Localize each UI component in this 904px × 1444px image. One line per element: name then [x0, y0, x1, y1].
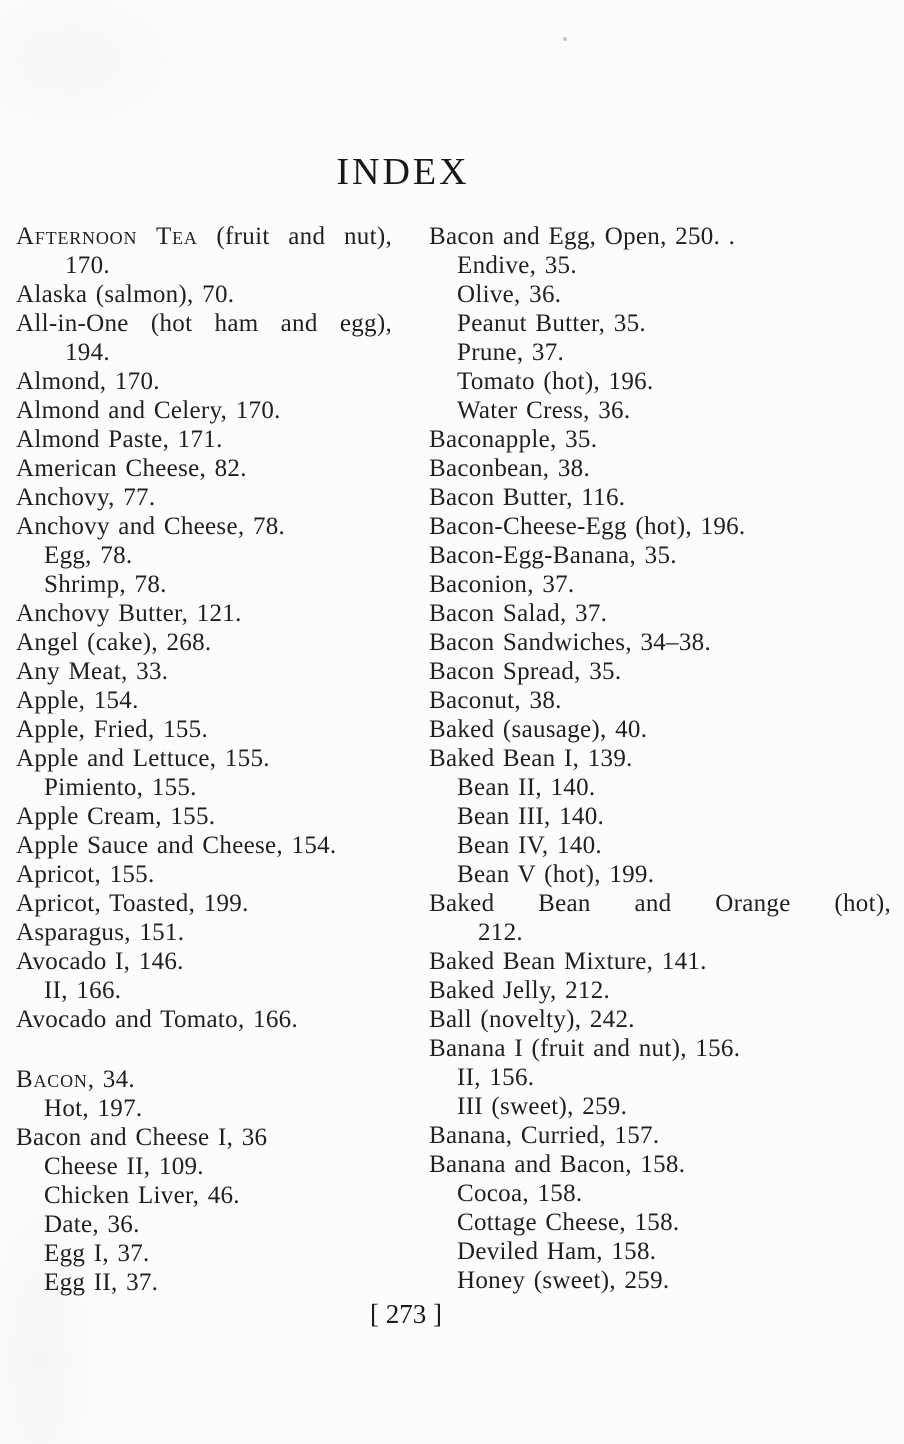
index-entry: Baked Jelly, 212.: [429, 977, 611, 1004]
index-entry: II, 166.: [44, 977, 122, 1004]
index-entry-headword: Bacon: [16, 1066, 88, 1093]
index-entry: Angel (cake), 268.: [16, 629, 212, 656]
index-entry: Alaska (salmon), 70.: [16, 281, 235, 308]
index-entry: Baked (sausage), 40.: [429, 716, 648, 743]
index-entry: Apricot, Toasted, 199.: [16, 890, 249, 917]
index-entry: Baconapple, 35.: [429, 426, 598, 453]
index-entry: Olive, 36.: [457, 281, 562, 308]
index-entry: Apricot, 155.: [16, 861, 155, 888]
index-entry: Bacon and Egg, Open, 250. .: [429, 223, 736, 250]
index-entry: 212.: [478, 919, 523, 946]
index-column-left: [16, 222, 392, 1297]
index-entry: Almond, 170.: [16, 368, 160, 395]
index-entry: Bacon-Egg-Banana, 35.: [429, 542, 677, 569]
index-entry: Bean III, 140.: [457, 803, 605, 830]
index-entry: Banana and Bacon, 158.: [429, 1151, 686, 1178]
index-entry: Any Meat, 33.: [16, 658, 169, 685]
index-entry: Bean V (hot), 199.: [457, 861, 655, 888]
index-entry: Afternoon Tea (fruit and nut),: [16, 223, 392, 250]
index-entry: III (sweet), 259.: [457, 1093, 628, 1120]
index-entry: Egg I, 37.: [44, 1240, 150, 1267]
index-entry: Baked Bean and Orange (hot),: [429, 890, 891, 917]
index-entry: Hot, 197.: [44, 1095, 143, 1122]
page-title: INDEX: [336, 151, 470, 193]
index-entry: Honey (sweet), 259.: [457, 1267, 670, 1294]
index-entry: Apple Cream, 155.: [16, 803, 216, 830]
index-entry: Baconion, 37.: [429, 571, 575, 598]
index-entry: Date, 36.: [44, 1211, 140, 1238]
index-entry: Bacon Spread, 35.: [429, 658, 622, 685]
index-entry: Banana I (fruit and nut), 156.: [429, 1035, 741, 1062]
index-entry: Egg II, 37.: [44, 1269, 159, 1296]
index-entry: Baked Bean I, 139.: [429, 745, 633, 772]
index-entry: 170.: [65, 252, 110, 279]
index-entry: Anchovy, 77.: [16, 484, 156, 511]
index-entry: Avocado I, 146.: [16, 948, 184, 975]
index-entry: Endive, 35.: [457, 252, 577, 279]
index-entry: Tomato (hot), 196.: [457, 368, 654, 395]
index-entry: Baconbean, 38.: [429, 455, 591, 482]
index-entry: Almond Paste, 171.: [16, 426, 223, 453]
index-entry: Apple, Fried, 155.: [16, 716, 209, 743]
index-entry: Apple and Lettuce, 155.: [16, 745, 270, 772]
index-entry: 194.: [65, 339, 110, 366]
index-column-right: [429, 222, 891, 1295]
index-entry: Asparagus, 151.: [16, 919, 185, 946]
index-entry: Bean II, 140.: [457, 774, 596, 801]
index-entry: Shrimp, 78.: [44, 571, 167, 598]
index-entry: Cocoa, 158.: [457, 1180, 583, 1207]
index-entry: Prune, 37.: [457, 339, 565, 366]
index-entry: Anchovy Butter, 121.: [16, 600, 242, 627]
index-entry: Peanut Butter, 35.: [457, 310, 646, 337]
index-entry: Apple Sauce and Cheese, 154.: [16, 832, 337, 859]
index-entry: All-in-One (hot ham and egg),: [16, 310, 392, 337]
index-entry: Cottage Cheese, 158.: [457, 1209, 680, 1236]
index-entry: Bacon-Cheese-Egg (hot), 196.: [429, 513, 746, 540]
index-entry: Bacon, 34.: [16, 1066, 135, 1093]
index-entry: Water Cress, 36.: [457, 397, 631, 424]
index-entry: Pimiento, 155.: [44, 774, 197, 801]
index-entry: Bacon and Cheese I, 36: [16, 1124, 268, 1151]
index-entry: Avocado and Tomato, 166.: [16, 1006, 298, 1033]
index-entry: American Cheese, 82.: [16, 455, 247, 482]
index-entry: Ball (novelty), 242.: [429, 1006, 635, 1033]
index-entry: II, 156.: [457, 1064, 535, 1091]
index-entry: Deviled Ham, 158.: [457, 1238, 657, 1265]
page-number: [ 273 ]: [370, 1299, 442, 1329]
index-entry: Anchovy and Cheese, 78.: [16, 513, 286, 540]
index-entry: Apple, 154.: [16, 687, 139, 714]
index-entry: Bacon Butter, 116.: [429, 484, 626, 511]
scan-speck: [563, 37, 567, 41]
index-entry: Baked Bean Mixture, 141.: [429, 948, 707, 975]
index-entry: Bacon Sandwiches, 34–38.: [429, 629, 711, 656]
index-entry: Almond and Celery, 170.: [16, 397, 281, 424]
index-entry: Baconut, 38.: [429, 687, 562, 714]
index-entry: Bean IV, 140.: [457, 832, 602, 859]
index-entry: Egg, 78.: [44, 542, 133, 569]
index-entry-headword: Afternoon Tea: [16, 223, 198, 250]
index-entry: Bacon Salad, 37.: [429, 600, 608, 627]
index-entry: Cheese II, 109.: [44, 1153, 204, 1180]
index-entry: Banana, Curried, 157.: [429, 1122, 660, 1149]
index-entry: Chicken Liver, 46.: [44, 1182, 240, 1209]
